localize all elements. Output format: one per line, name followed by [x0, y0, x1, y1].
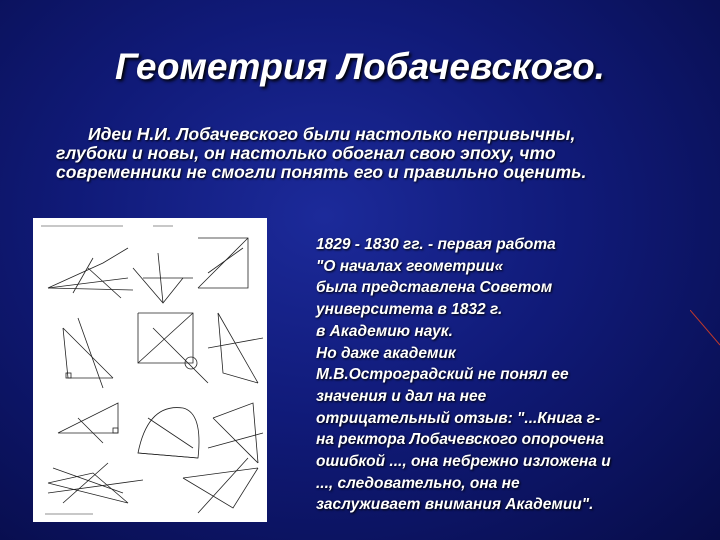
geometric-figures-illustration — [33, 218, 267, 522]
slide-title: Геометрия Лобачевского. — [115, 46, 605, 87]
body-line: ошибкой ..., она небрежно изложена и — [316, 453, 611, 471]
body-line: "О началах геометрии« — [316, 257, 504, 275]
intro-line: современники не смогли понять его и правильно оценить. — [56, 162, 587, 182]
intro-paragraph — [56, 125, 696, 182]
intro-line: глубоки и новы, он настолько обогнал свою эпоху, что — [56, 143, 556, 163]
body-line: университета в 1832 г. — [316, 301, 503, 319]
body-line: значения и дал на нее — [316, 387, 487, 405]
body-line: была представлена Советом — [316, 279, 553, 297]
body-line: М.В.Остроградский не понял ее — [316, 366, 569, 384]
decorative-diagonal-line — [690, 310, 720, 350]
body-line: 1829 - 1830 гг. - первая работа — [316, 236, 556, 253]
body-line: на ректора Лобачевского опорочена — [316, 431, 604, 449]
body-line: заслуживает внимания Академии". — [316, 496, 594, 514]
body-line: Но даже академик — [316, 344, 456, 362]
body-line: в Академию наук. — [316, 322, 453, 340]
body-line: отрицательный отзыв: "...Книга г- — [316, 409, 601, 427]
intro-line: Идеи Н.И. Лобачевского были настолько непривычны, — [88, 124, 576, 144]
geometry-drawings-image — [33, 218, 267, 522]
history-paragraph — [316, 234, 711, 516]
body-line: ..., следовательно, она не — [316, 474, 520, 492]
